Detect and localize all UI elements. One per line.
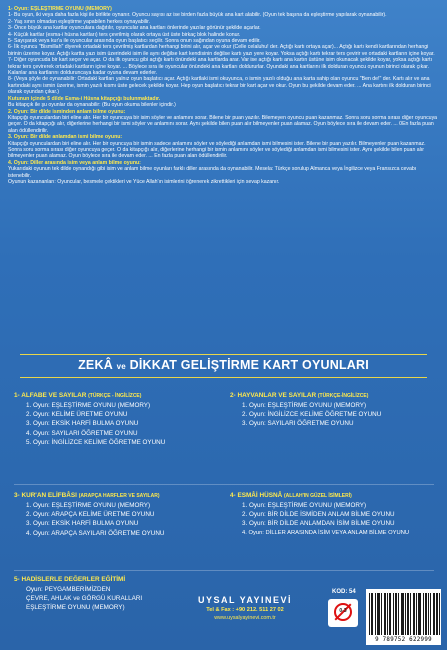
instruction-paragraph: 1- Bu oyun, iki veya daha fazla kişi ile birlikte oynanır. Oyuncu sayısı az ise birden fazla büyük ana kart alabilir. (Oyun tek başına da eşleştirme yapılarak oynanabilir). bbox=[8, 12, 387, 19]
barcode-bar bbox=[387, 593, 388, 635]
main-title bbox=[0, 358, 447, 372]
game-instructions bbox=[8, 6, 440, 351]
barcode-bar bbox=[408, 593, 409, 635]
product-code: KOD: 54 bbox=[332, 589, 356, 595]
barcode-bar bbox=[395, 593, 396, 635]
barcode-digits: 9 789752 622999 bbox=[375, 637, 432, 643]
instruction-paragraph: 7- Diğer oyuncuda bir kart seçer ve açar. O da ilk oyuncu gibi açtığı kartı önündeki ana kartlarda arar. Var ise açtığı kartı ana kartın üstüne isim okunacak şekilde koyar, yoksa açtığı kartı tekrar ters çevirerek ortadaki kartların içine koyar. ... Böylece sıra ile oyuncular önündeki ana kartları doldururlar. Oyundaki ana kartlarını ilk dolduran oyuncu oyunun birinci olarak çıkar. Kalanlar ana kartlarını dolduruncaya kadar oyuna devam ederler. bbox=[8, 57, 433, 77]
barcode-bar bbox=[401, 593, 402, 635]
list-item: 3. Oyun: EKSİK HARFİ BULMA OYUNU bbox=[26, 520, 139, 528]
instruction-paragraph: 2. Oyun: Bir dilde isminden anlam bilme oyunu: bbox=[8, 108, 126, 115]
box-hayvanlar bbox=[230, 392, 440, 429]
barcode-bar bbox=[377, 593, 378, 635]
barcode-bar bbox=[439, 593, 440, 635]
list-item: 2. Oyun: KELİME ÜRETME OYUNU bbox=[26, 411, 128, 419]
instruction-paragraph: 3- Önce büyük ana kartlar oyunculara dağıtılır, oyuncular ana kartları önlerinde yazılar görünür şekilde açarlar. bbox=[8, 25, 261, 32]
list-item: 4. Oyun: SAYILARI ÖĞRETME OYUNU bbox=[26, 429, 138, 437]
list-item: 4. Oyun: DİLLER ARASINDA İSİM VEYA ANLAM BİLME OYUNU bbox=[242, 529, 410, 536]
barcode-bar bbox=[426, 593, 427, 635]
barcode-bar bbox=[413, 593, 414, 635]
box-title bbox=[14, 492, 219, 499]
instruction-paragraph: 4. Oyun: Diller arasında isim veya anlam bilme oyunu: bbox=[8, 159, 141, 166]
main-title-part3: DİKKAT GELİŞTİRME KART OYUNLARI bbox=[129, 358, 369, 372]
box-subtitle: (TÜRKÇE-İNGİLİZCE) bbox=[317, 393, 369, 399]
instruction-paragraph: Kitapçığı oyunculardan biri eline alır. Her bir oyuncuya bir isim söyler ve anlamını sorar. Bilene bir puan yazılır. Bilemeyen oyuncu puan kazanmaz. Sonra soru sorma sırası diğer oyuncuya geçer. O da kitapçığı alır, diğerlerine herhangi bir ismi söyler ve anlamını sorar. Aynı şekilde bilen puan alır bilmeyenler puan alamaz. Oyun böylece sıra ile devam eder. ... 0En fazla puan alan ödüllendirilir. bbox=[8, 114, 438, 134]
barcode-bar bbox=[418, 593, 419, 635]
instruction-paragraph: 8- (Veya şöyle de oynanabilir: Ortadaki kartları yalnız oyun başlatıcı açar. Açtığı kartlaki ismi okuyunca, o ismin yazılı olduğu ana karta sahip olan oyuncu "Ben de!" der. Kartı alır ve ana kartındaki aynı ismin üzerine, ismin yazılı kısmı üste gelecek şekilde koyar. Hep oyun başlatıcı tekrar bir kart açar ve okur. Oyun bu şekilde devam eder. ... Ana kartını ilk dolduran birinci olarak oyundan çıkar.) bbox=[8, 76, 431, 96]
age-warning-icon bbox=[328, 599, 358, 627]
section-divider bbox=[14, 570, 434, 571]
publisher-website: www.uysalyayinevi.com.tr bbox=[214, 615, 276, 621]
list-item: 2. Oyun: ARAPÇA KELİME ÜRETME OYUNU bbox=[26, 511, 155, 519]
barcode-bar bbox=[396, 593, 397, 635]
list-item: 3. Oyun: EKSİK HARFİ BULMA OYUNU bbox=[26, 420, 139, 428]
barcode-bar bbox=[389, 593, 390, 635]
instruction-paragraph: Bu kitapçık ile şu oyunlar da oynanabilir: (Bu oyun okuma bilenler içindir.) bbox=[8, 102, 176, 109]
section-divider bbox=[14, 484, 434, 485]
barcode-bar bbox=[385, 593, 386, 635]
barcode-bar bbox=[410, 593, 411, 635]
instruction-paragraph: Yukarıdaki oyunun tek dilde oynandığı gibi isim ve anlam bilme oyunları farklı diller arasında da oynanabilir. Mesela: Türkçe sorulup Almanca veya İngilizce veya Fransızca cevabı istenebilir. bbox=[8, 166, 417, 179]
publisher-name: UYSAL YAYINEVİ bbox=[197, 595, 293, 605]
instruction-paragraph: 3. Oyun: Bir dilde anlamdan ismi bilme oyunu: bbox=[8, 134, 123, 141]
barcode-bar bbox=[371, 593, 372, 635]
barcode bbox=[366, 589, 441, 645]
box-kuran-elifbasi bbox=[14, 492, 219, 538]
list-item: 5. Oyun: İNGİLİZCE KELİME ÖĞRETME OYUNU bbox=[26, 438, 166, 446]
box-subtitle: (ARAPÇA HARFLER VE SAYILAR) bbox=[78, 493, 160, 499]
barcode-bar bbox=[437, 593, 438, 635]
barcode-bar bbox=[402, 593, 403, 635]
barcode-bar bbox=[372, 593, 373, 635]
list-item: 1. Oyun: EŞLEŞTİRME OYUNU (MEMORY) bbox=[242, 402, 367, 409]
barcode-bar bbox=[393, 593, 394, 635]
instruction-paragraph: Oyunun kazananları: Oyuncular, besmele çektikleri ve Yüce Allah'ın isimlerini öğrenerek zikrettikleri için sevap kazanır. bbox=[8, 178, 280, 185]
list-item: ÇEVRE, AHLAK ve GÖRGÜ KURALLARI bbox=[26, 595, 143, 603]
list-item: 2. Oyun: BİR DİLDE İSMİDEN ANLAM BİLME OYUNU bbox=[242, 511, 395, 519]
box-hadisler bbox=[14, 576, 142, 613]
barcode-bar bbox=[369, 593, 370, 635]
barcode-bar bbox=[416, 593, 417, 635]
box-title bbox=[230, 392, 440, 399]
title-divider-bottom bbox=[20, 377, 427, 378]
box-title: 5- HADİSLERLE DEĞERLER EĞİTİMİ bbox=[14, 576, 126, 583]
barcode-bar bbox=[398, 593, 399, 635]
barcode-bar bbox=[423, 593, 424, 635]
main-title-part2: ve bbox=[116, 362, 126, 371]
barcode-bar bbox=[379, 593, 380, 635]
barcode-bar bbox=[414, 593, 415, 635]
instruction-paragraph: Kitapçığı oyunculardan biri eline alır. Her bir oyuncuya bir ismin sadece anlamını söyler ve söylediği anlamdan ismi bilmesini ister. Bilene bir puan yazılır. Bilmeyenler puan kazanmaz. Sonra soru sorma sırası diğer oyuncuya geçer. O da kitapçığı alır, diğerlerine herhangi bir ismin anlamını söyler ve söylediği anlamdan ismi bilmesini ister. Aynı şekilde bilen puan alır bilmeyenler puan alamaz. Oyun böylece sıra ile devam eder. ... En fazla puan alan ödüllendirilir. bbox=[8, 140, 426, 160]
instruction-paragraph: 4- Küçük kartlar (esma-i hüsna kartları) ters çevrilmiş olarak ortaya üst üste birkaç blok halinde konur. bbox=[8, 31, 241, 38]
barcode-bar bbox=[375, 593, 376, 635]
barcode-bar bbox=[405, 593, 406, 635]
list-item: 1. Oyun: EŞLEŞTİRME OYUNU (MEMORY) bbox=[26, 402, 151, 409]
barcode-bar bbox=[419, 593, 420, 635]
list-item: 3. Oyun: SAYILARI ÖĞRETME OYUNU bbox=[242, 420, 354, 428]
instruction-paragraph: 1- Oyun: EŞLEŞTİRME OYUNU (MEMORY) bbox=[8, 6, 112, 12]
barcode-bar bbox=[390, 593, 391, 635]
list-item: 1. Oyun: EŞLEŞTİRME OYUNU (MEMORY) bbox=[26, 502, 151, 509]
instruction-paragraph: Kutunun içinde 5 dilde Esma-i Hüsna kitapçığı bulunmaktadır. bbox=[8, 95, 161, 102]
list-item: Oyun: PEYGAMBERİMİZDEN bbox=[26, 586, 111, 593]
list-item: 1. Oyun: EŞLEŞTİRME OYUNU (MEMORY) bbox=[242, 502, 367, 509]
list-item: 4. Oyun: ARAPÇA SAYILARI ÖĞRETME OYUNU bbox=[26, 529, 165, 537]
instruction-paragraph: 5- Sayışarak veya kur'a ile oyuncular arasında oyun başlatıcı seçilir. Sonra onun sağından oyuna devam edilir. bbox=[8, 38, 261, 45]
barcode-bar bbox=[433, 593, 434, 635]
box-title-text: 1- ALFABE VE SAYILAR bbox=[14, 392, 87, 399]
barcode-bar bbox=[378, 593, 379, 635]
barcode-bar bbox=[407, 593, 408, 635]
list-item: 2. Oyun: İNGİLİZCE KELİME ÖĞRETME OYUNU bbox=[242, 411, 382, 419]
instruction-paragraph: 6- İlk oyuncu "Bismillah" diyerek ortadaki ters çevrilmiş kartlardan herhangi birini alır, açar ve okur (Celle celaluhu! der. Açtığı kartı ortaya açar)... Açtığı kartı kendi kartlarından herhangi birinin üzerine koyar. Açtığı kartta yazı isim üzerindeki isim ile aynı değilse kart kendisinin değilse kartı yazı yere koyar. Yoksa açtığı kartı tekrar ters çevirir ve ortadaki kartların içine koyar. bbox=[8, 44, 435, 57]
list-item: EŞLEŞTİRME OYUNU (MEMORY) bbox=[26, 604, 125, 612]
main-title-part1: ZEKÂ bbox=[78, 358, 113, 372]
age-warning-text: 0-3 bbox=[339, 608, 347, 614]
title-divider-top bbox=[20, 354, 427, 355]
box-subtitle: (TÜRKÇE - İNGİLİZCE) bbox=[88, 393, 142, 399]
barcode-bar bbox=[428, 593, 429, 635]
box-title-text: 4- ESMÂİ HÜSNÂ bbox=[230, 492, 283, 499]
box-title bbox=[230, 492, 440, 499]
box-esmai-husna bbox=[230, 492, 440, 538]
box-subtitle: (ALLAH'IN GÜZEL İSİMLERİ) bbox=[283, 493, 352, 499]
instruction-paragraph: 2- Yaş sınırı olmadan eşleştirme yapabilen herkes oynayabilir. bbox=[8, 18, 150, 25]
publisher-phone: Tel & Fax : +90 212. 511 27 02 bbox=[206, 607, 284, 613]
publisher-info bbox=[170, 595, 320, 621]
box-title bbox=[14, 392, 219, 399]
barcode-bar bbox=[436, 593, 437, 635]
barcode-bar bbox=[381, 593, 382, 635]
barcode-bar bbox=[384, 593, 385, 635]
barcode-bar bbox=[403, 593, 404, 635]
box-alfabe bbox=[14, 392, 219, 447]
box-title-text: 3- KUR'AN ELİFBÂSI bbox=[14, 492, 77, 499]
barcode-bar bbox=[425, 593, 426, 635]
list-item: 3. Oyun: BİR DİLDE ANLAMDAN İSİM BİLME OYUNU bbox=[242, 520, 395, 528]
barcode-bar bbox=[430, 593, 431, 635]
box-title-text: 2- HAYVANLAR VE SAYILAR bbox=[230, 392, 317, 399]
barcode-bar bbox=[420, 593, 421, 635]
barcode-bar bbox=[434, 593, 435, 635]
